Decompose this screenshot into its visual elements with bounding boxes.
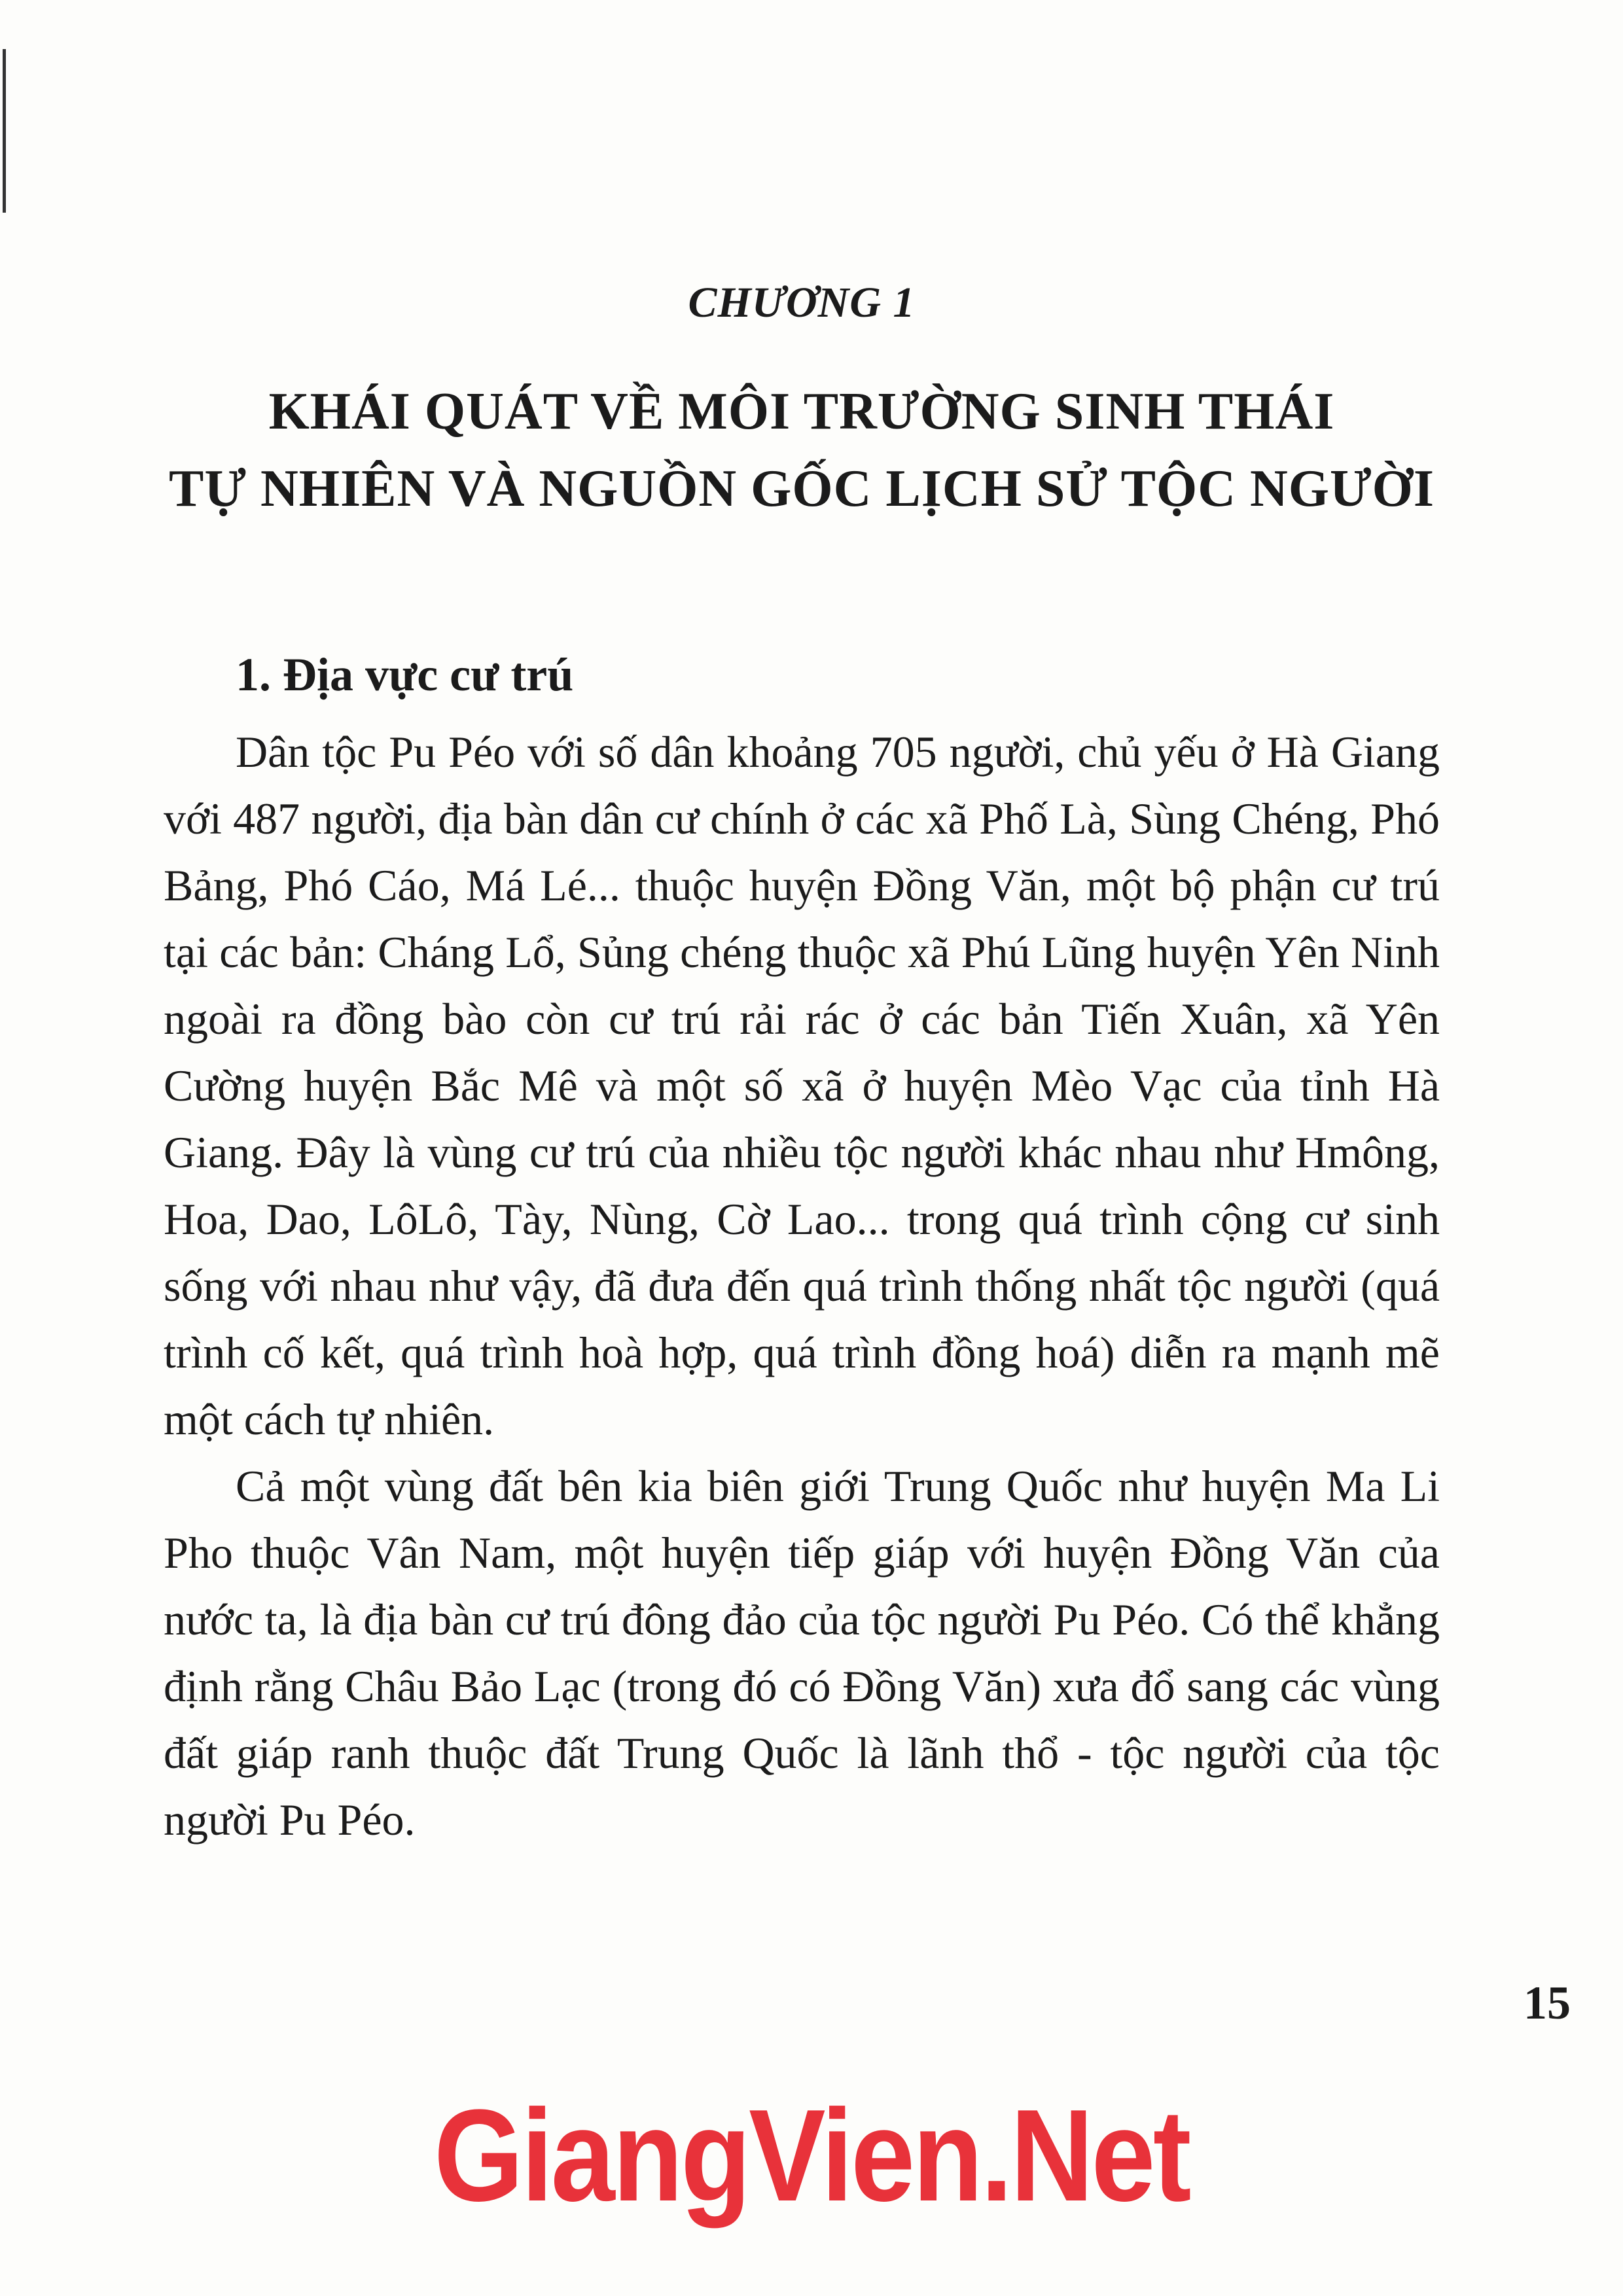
chapter-title bbox=[164, 373, 1440, 527]
paragraph-2: Cả một vùng đất bên kia biên giới Trung Quốc như huyện Ma Li Pho thuộc Vân Nam, một huyện tiếp giáp với huyện Đồng Văn của nước ta, là địa bàn cư trú đông đảo của tộc người Pu Péo. Có thể khẳng định rằng Châu Bảo Lạc (trong đó có Đồng Văn) xưa đổ sang các vùng đất giáp ranh thuộc đất Trung Quốc là lãnh thổ - tộc người của tộc người Pu Péo. bbox=[164, 1461, 1440, 1845]
watermark-logo: GiangVien.Net bbox=[434, 2083, 1189, 2229]
scan-edge-mark bbox=[3, 49, 6, 213]
section-heading: 1. Địa vực cư trú bbox=[236, 648, 574, 701]
paragraph-1: Dân tộc Pu Péo với số dân khoảng 705 người, chủ yếu ở Hà Giang với 487 người, địa bàn dân cư chính ở các xã Phố Là, Sùng Chéng, Phó Bảng, Phó Cáo, Má Lé... thuộc huyện Đồng Văn, một bộ phận cư trú tại các bản: Cháng Lổ, Sủng chéng thuộc xã Phú Lũng huyện Yên Ninh ngoài ra đồng bào còn cư trú rải rác ở các bản Tiến Xuân, xã Yên Cường huyện Bắc Mê và một số xã ở huyện Mèo Vạc của tỉnh Hà Giang. Đây là vùng cư trú của nhiều tộc người khác nhau như Hmông, Hoa, Dao, LôLô, Tày, Nùng, Cờ Lao... trong quá trình cộng cư sinh sống với nhau như vậy, đã đưa đến quá trình thống nhất tộc người (quá trình cố kết, quá trình hoà hợp, quá trình đồng hoá) diễn ra mạnh mẽ một cách tự nhiên. bbox=[164, 727, 1440, 1444]
body-text bbox=[164, 718, 1440, 1853]
chapter-label: CHƯƠNG 1 bbox=[688, 279, 916, 327]
chapter-title-line-1: KHÁI QUÁT VỀ MÔI TRƯỜNG SINH THÁI bbox=[268, 383, 1335, 440]
page-number: 15 bbox=[1524, 1977, 1571, 2029]
chapter-title-line-2: TỰ NHIÊN VÀ NGUỒN GỐC LỊCH SỬ TỘC NGƯỜI bbox=[169, 460, 1435, 518]
